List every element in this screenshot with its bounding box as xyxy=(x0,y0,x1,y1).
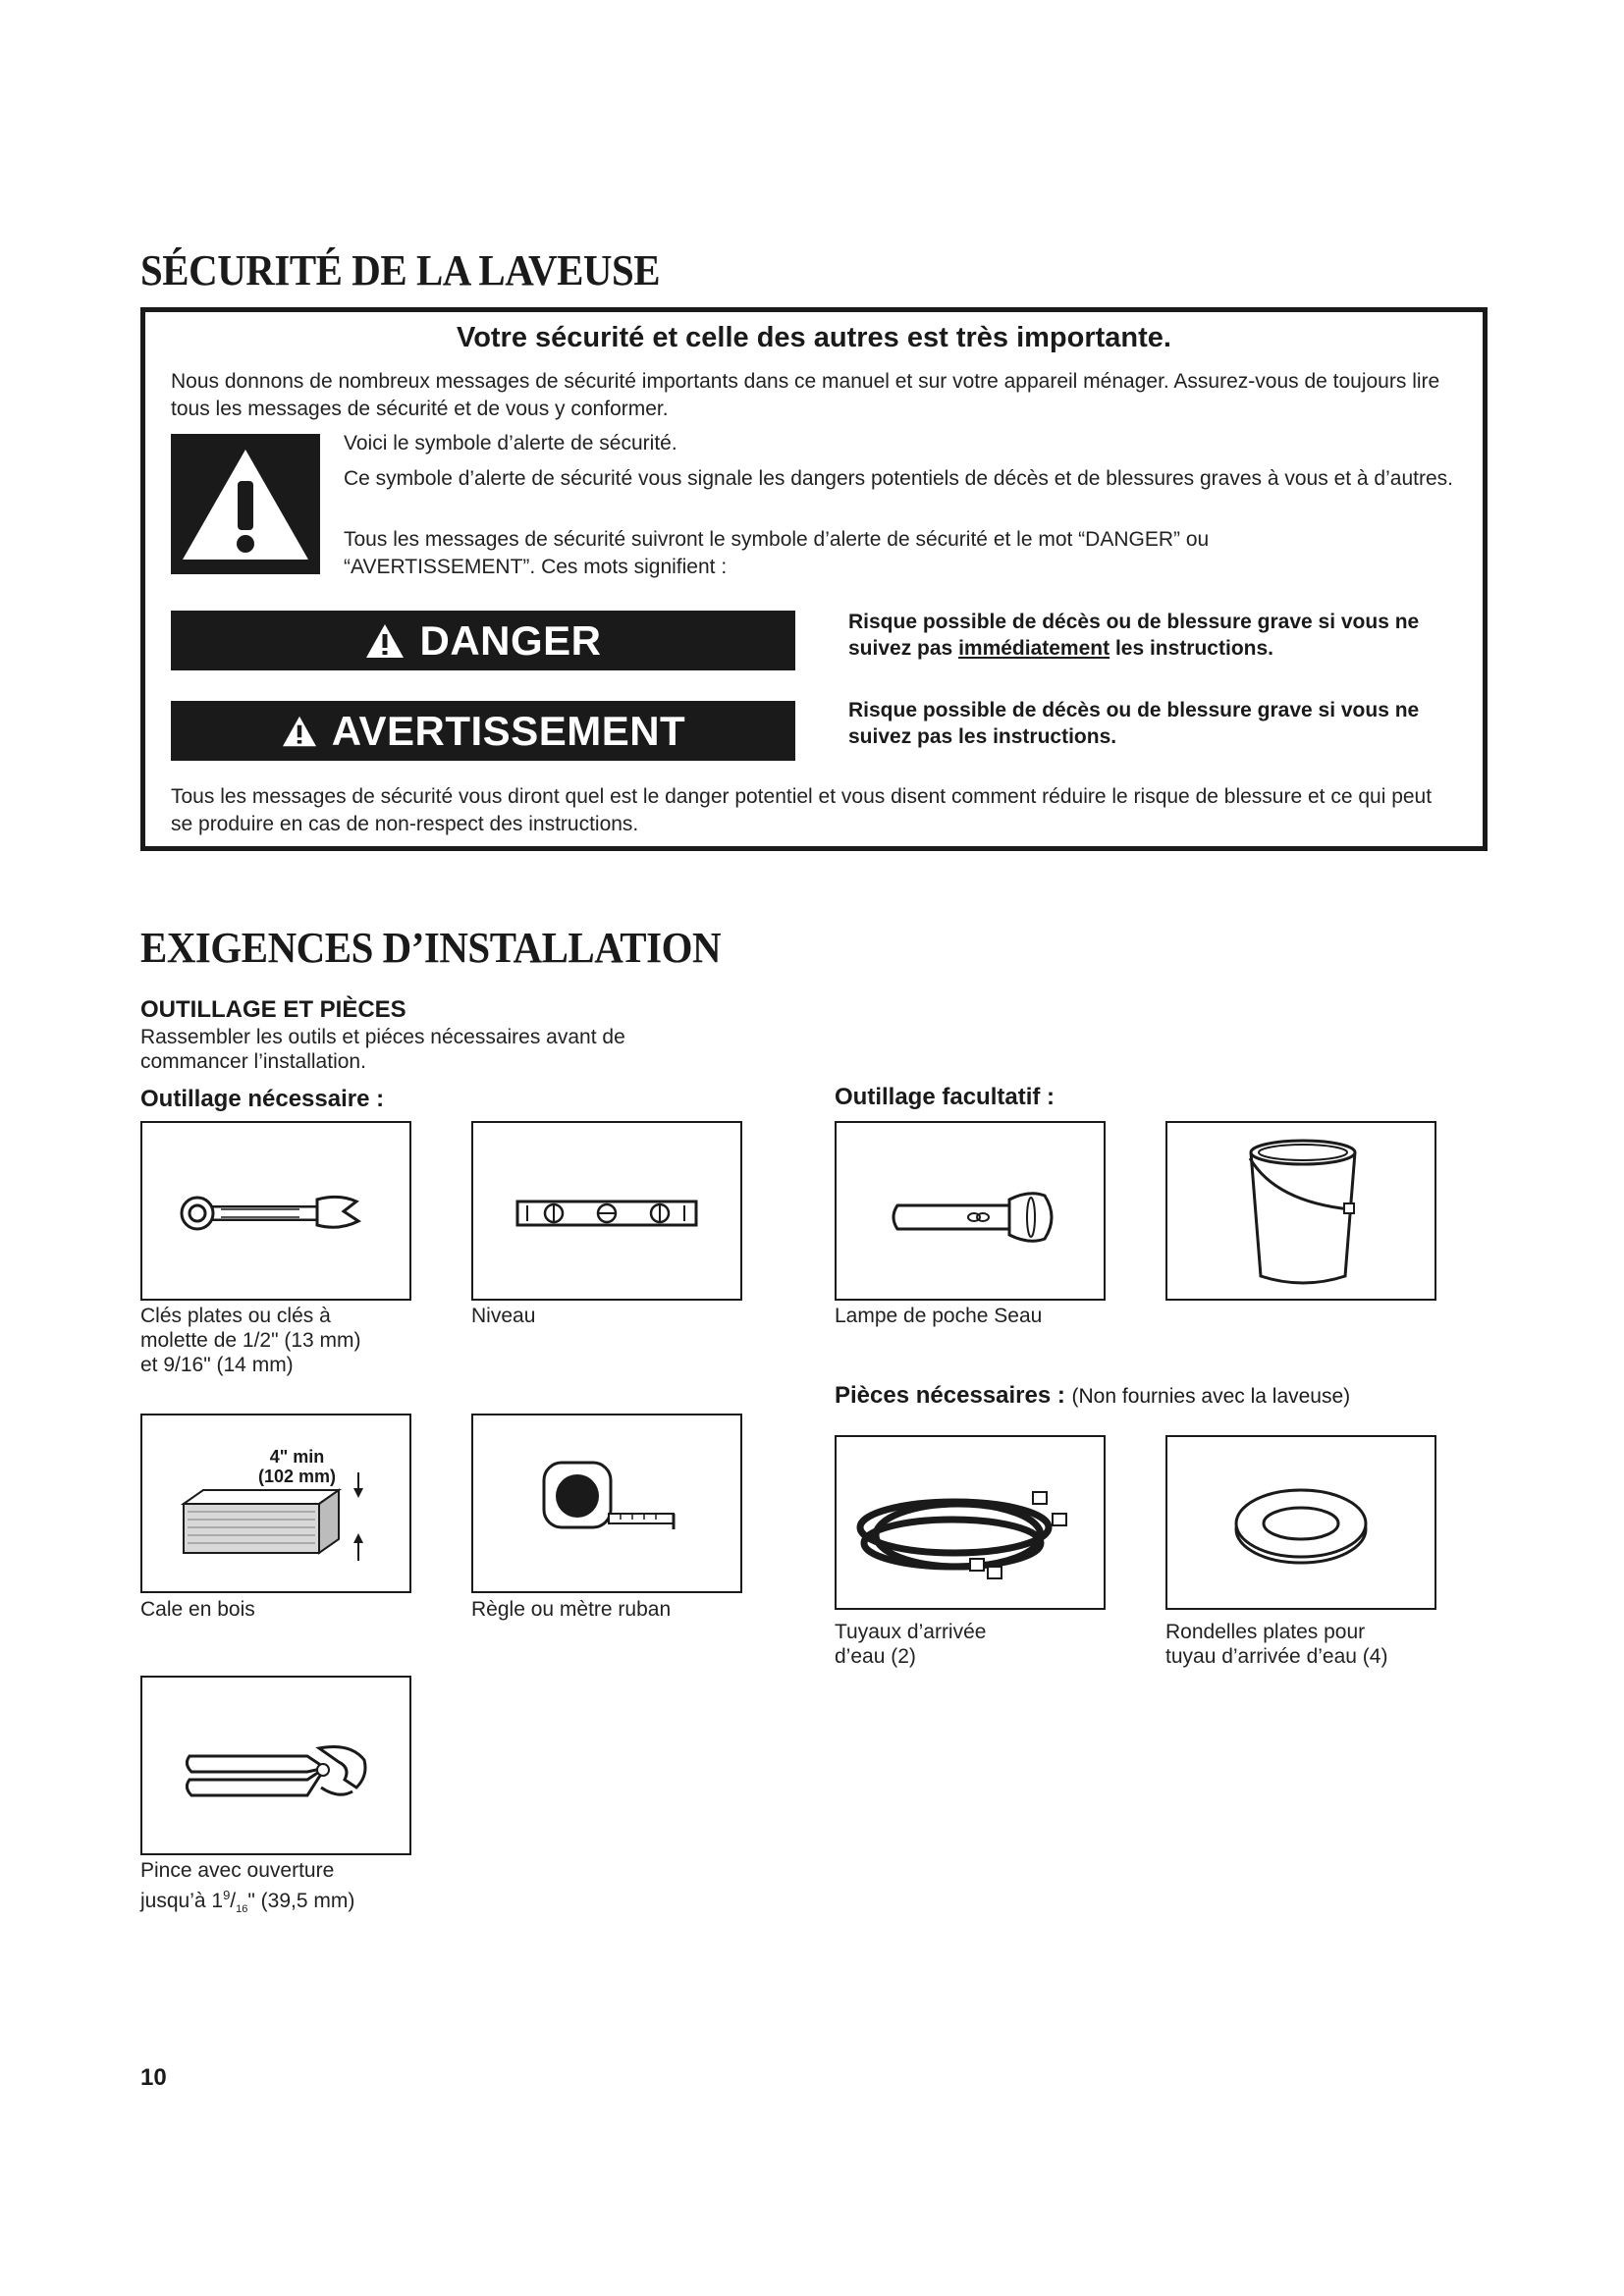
wrench-image xyxy=(140,1121,411,1301)
pliers-caption-line-2: jusqu’à $1^9/_{16}$" (39,5 mm) xyxy=(140,1888,355,1916)
wood-dimension-line-2: (102 mm) xyxy=(258,1467,337,1486)
subsection-title: OUTILLAGE ET PIÈCES xyxy=(140,996,406,1023)
pliers-icon xyxy=(142,1678,409,1853)
required-tools-label: Outillage nécessaire : xyxy=(140,1086,385,1112)
wrench-caption-line-3: et 9/16" (14 mm) xyxy=(140,1354,294,1376)
signal-words-description: Tous les messages de sécurité suivront le symbole d’alerte de sécurité et le mot “DANGER” ou “AVERTISSEMENT”. Ces mots signifient : xyxy=(344,528,1210,578)
safety-box-heading: Votre sécurité et celle des autres est très importante. xyxy=(457,322,1171,353)
danger-label: DANGER xyxy=(419,616,602,664)
pliers-caption-line-2-b: " (39,5 mm) xyxy=(247,1890,355,1912)
pliers-caption xyxy=(140,1858,354,1922)
safety-intro: Nous donnons de nombreux messages de sécurité importants dans ce manuel et sur votre appareil ménager. Assurez-vous de toujours lire tous les messages de sécurité et de vous y conformer. xyxy=(171,370,1440,420)
parts-label-line xyxy=(835,1382,1350,1410)
level-icon xyxy=(473,1123,740,1299)
warning-alert-icon xyxy=(281,715,318,748)
wood-block-icon xyxy=(142,1415,409,1591)
danger-alert-icon xyxy=(364,622,406,660)
warning-label: AVERTISSEMENT xyxy=(331,707,686,754)
washers-caption-line-1: Rondelles plates pour xyxy=(1165,1621,1366,1643)
flashlight-bucket-caption: Lampe de poche Seau xyxy=(835,1305,1043,1327)
tape-measure-caption: Règle ou mètre ruban xyxy=(471,1598,672,1621)
pliers-caption-line-1: Pince avec ouverture xyxy=(140,1859,335,1882)
parts-label: Pièces nécessaires : xyxy=(835,1382,1065,1409)
hoses-caption xyxy=(835,1620,986,1669)
level-caption: Niveau xyxy=(471,1305,536,1327)
tape-measure-image xyxy=(471,1414,742,1593)
pliers-fraction-num: 9 xyxy=(223,1888,231,1902)
hoses-image xyxy=(835,1435,1106,1610)
danger-text-a: Risque possible de décès ou de blessure grave si vous ne suivez pas xyxy=(848,611,1420,660)
warning-bar xyxy=(171,701,795,761)
wood-block-image xyxy=(140,1414,411,1593)
danger-bar xyxy=(171,611,795,670)
flashlight-image xyxy=(835,1121,1106,1301)
level-image xyxy=(471,1121,742,1301)
symbol-description: Ce symbole d’alerte de sécurité vous signale les dangers potentiels de décès et de blessures graves à vous et à d’autres. xyxy=(344,467,1453,490)
alert-symbol-icon xyxy=(171,434,320,574)
pliers-fraction-den: 16 xyxy=(236,1903,248,1916)
washers-image xyxy=(1165,1435,1436,1610)
page-number: 10 xyxy=(140,2064,167,2091)
parts-note: (Non fournies avec la laveuse) xyxy=(1071,1385,1351,1408)
danger-text-b: les instructions. xyxy=(1110,637,1273,660)
hoses-caption-line-2: d’eau (2) xyxy=(835,1645,916,1668)
bucket-image xyxy=(1165,1121,1436,1301)
pliers-caption-line-2-a: jusqu’à 1 xyxy=(140,1890,224,1912)
wrench-caption-line-2: molette de 1/2" (13 mm) xyxy=(140,1329,361,1352)
tape-measure-icon xyxy=(473,1415,740,1591)
symbol-line: Voici le symbole d’alerte de sécurité. xyxy=(344,432,677,454)
flashlight-icon xyxy=(837,1123,1104,1299)
wood-dimension-line-1: 4" min xyxy=(269,1447,325,1467)
hoses-caption-line-1: Tuyaux d’arrivée xyxy=(835,1621,987,1643)
danger-text-emphasis: immédiatement xyxy=(958,637,1110,660)
wrench-icon xyxy=(142,1123,409,1299)
wood-block-caption: Cale en bois xyxy=(140,1598,255,1621)
warning-meaning: Risque possible de décès ou de blessure grave si vous ne suivez pas les instructions. xyxy=(848,699,1420,748)
bucket-icon xyxy=(1167,1123,1435,1299)
washers-caption-line-2: tuyau d’arrivée d’eau (4) xyxy=(1165,1645,1388,1668)
section-title-safety: SÉCURITÉ DE LA LAVEUSE xyxy=(140,246,661,294)
danger-meaning xyxy=(848,609,1487,662)
pliers-image xyxy=(140,1676,411,1855)
hoses-icon xyxy=(837,1437,1104,1608)
optional-tools-label: Outillage facultatif : xyxy=(835,1084,1056,1110)
wrench-caption-line-1: Clés plates ou clés à xyxy=(140,1305,331,1327)
wrench-caption xyxy=(140,1304,361,1377)
washers-caption xyxy=(1165,1620,1387,1669)
subsection-intro: Rassembler les outils et piéces nécessaires avant de commancer l’installation. xyxy=(140,1026,625,1073)
safety-footer: Tous les messages de sécurité vous diront quel est le danger potentiel et vous disent comment réduire le risque de blessure et ce qui peut se produire en cas de non-respect des instructions. xyxy=(171,785,1433,835)
washer-icon xyxy=(1167,1437,1435,1608)
section-title-installation: EXIGENCES D’INSTALLATION xyxy=(140,924,722,972)
